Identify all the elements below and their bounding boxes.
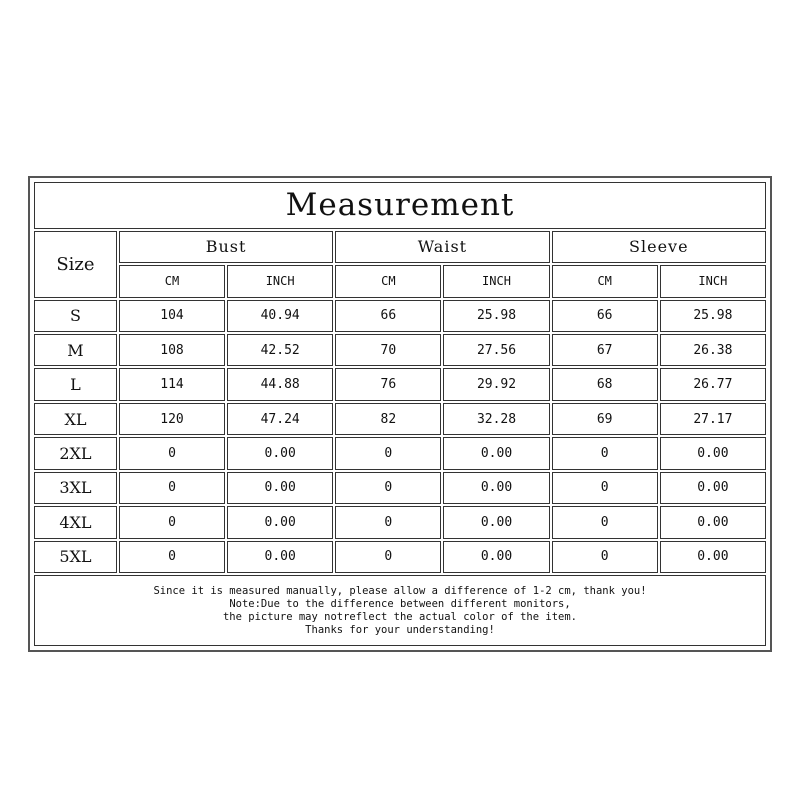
value-cell: 47.24 [227,403,333,435]
value-cell: 0 [335,506,441,538]
value-cell: 26.38 [660,334,766,366]
measurement-table-frame [28,176,772,652]
value-cell: 0.00 [660,541,766,573]
size-cell: 4XL [34,506,117,538]
table-row [34,403,766,435]
value-cell: 0.00 [660,506,766,538]
value-cell: 0 [119,506,225,538]
value-cell: 76 [335,368,441,400]
size-cell: XL [34,403,117,435]
value-cell: 0 [552,506,658,538]
table-row [34,368,766,400]
value-cell: 114 [119,368,225,400]
value-cell: 104 [119,300,225,332]
table-row [34,506,766,538]
unit-header: CM [119,265,225,297]
table-row [34,300,766,332]
value-cell: 25.98 [660,300,766,332]
value-cell: 0.00 [443,506,549,538]
note-line: the picture may notreflect the actual color of the item. [222,610,577,623]
value-cell: 0 [335,541,441,573]
value-cell: 0 [119,541,225,573]
unit-header: INCH [443,265,549,297]
value-cell: 0.00 [227,541,333,573]
unit-header: INCH [660,265,766,297]
value-cell: 42.52 [227,334,333,366]
value-cell: 0.00 [227,506,333,538]
value-cell: 69 [552,403,658,435]
size-cell: 5XL [34,541,117,573]
unit-header: CM [335,265,441,297]
value-cell: 29.92 [443,368,549,400]
value-cell: 0.00 [660,437,766,469]
size-column-header: Size [34,231,117,298]
value-cell: 0.00 [443,472,549,504]
value-cell: 0 [119,472,225,504]
value-cell: 70 [335,334,441,366]
size-cell: M [34,334,117,366]
size-cell: 2XL [34,437,117,469]
note-line: Since it is measured manually, please allow a difference of 1-2 cm, thank you! [153,584,647,597]
table-row [34,334,766,366]
value-cell: 32.28 [443,403,549,435]
value-cell: 68 [552,368,658,400]
value-cell: 26.77 [660,368,766,400]
measurement-table [32,180,768,648]
measurement-note [34,575,766,646]
value-cell: 44.88 [227,368,333,400]
value-cell: 0 [552,541,658,573]
size-cell: 3XL [34,472,117,504]
value-cell: 108 [119,334,225,366]
value-cell: 0 [335,472,441,504]
table-row [34,541,766,573]
table-title: Measurement [34,182,766,229]
table-row [34,437,766,469]
waist-header: Waist [335,231,549,263]
value-cell: 0.00 [227,437,333,469]
value-cell: 67 [552,334,658,366]
note-line: Thanks for your understanding! [305,623,495,636]
value-cell: 0.00 [660,472,766,504]
value-cell: 0.00 [443,437,549,469]
unit-header: INCH [227,265,333,297]
value-cell: 0 [552,437,658,469]
value-cell: 25.98 [443,300,549,332]
value-cell: 66 [335,300,441,332]
value-cell: 0 [552,472,658,504]
note-line: Note:Due to the difference between different monitors, [229,597,571,610]
value-cell: 120 [119,403,225,435]
value-cell: 0 [119,437,225,469]
size-cell: L [34,368,117,400]
value-cell: 0 [335,437,441,469]
value-cell: 0.00 [227,472,333,504]
sleeve-header: Sleeve [552,231,766,263]
table-row [34,472,766,504]
size-cell: S [34,300,117,332]
value-cell: 0.00 [443,541,549,573]
value-cell: 27.17 [660,403,766,435]
bust-header: Bust [119,231,333,263]
value-cell: 82 [335,403,441,435]
unit-header: CM [552,265,658,297]
value-cell: 27.56 [443,334,549,366]
value-cell: 40.94 [227,300,333,332]
value-cell: 66 [552,300,658,332]
